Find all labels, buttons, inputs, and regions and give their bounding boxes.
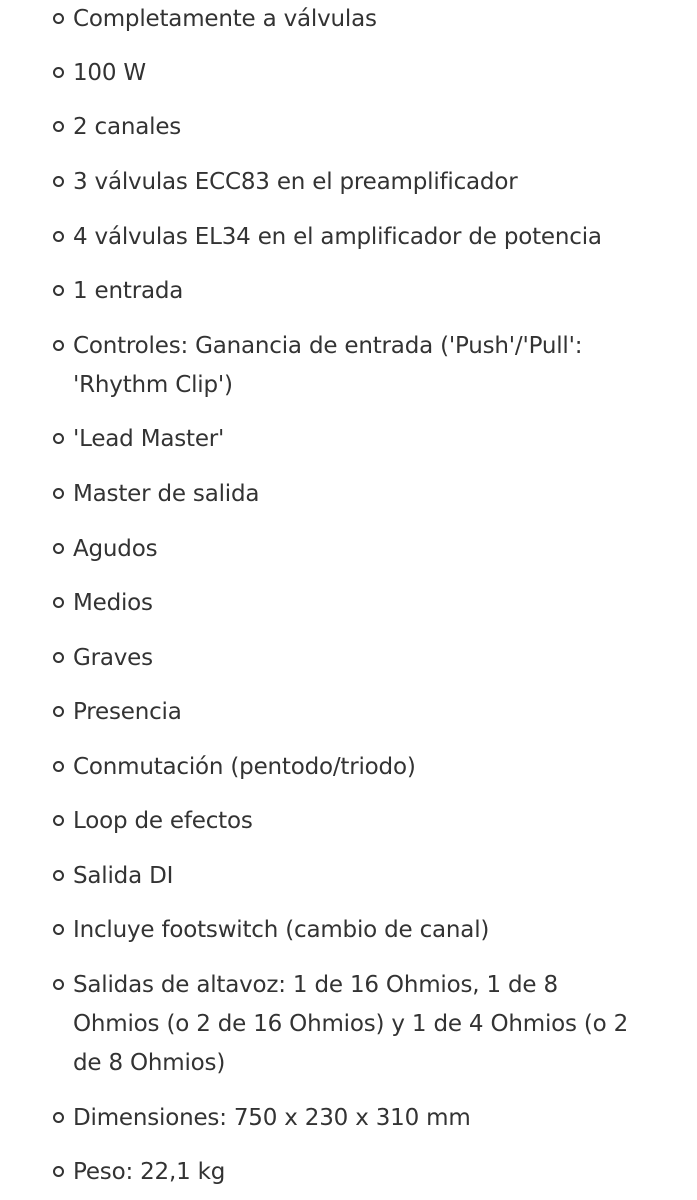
spec-item-text: Master de salida	[73, 481, 260, 507]
spec-item-text: Graves	[73, 645, 153, 671]
circle-bullet-icon	[53, 761, 64, 772]
spec-item-text: Salidas de altavoz: 1 de 16 Ohmios, 1 de 8 Ohmios (o 2 de 16 Ohmios) y 1 de 4 Ohmios (o 2 de 8 Ohmios)	[73, 972, 629, 1076]
spec-item-text: Conmutación (pentodo/triodo)	[73, 754, 416, 780]
circle-bullet-icon	[53, 870, 64, 881]
spec-item-text: Agudos	[73, 536, 158, 562]
circle-bullet-icon	[53, 1112, 64, 1123]
circle-bullet-icon	[53, 176, 64, 187]
spec-item-text: 2 canales	[73, 114, 182, 140]
circle-bullet-icon	[53, 231, 64, 242]
spec-item-text: Incluye footswitch (cambio de canal)	[73, 917, 490, 943]
circle-bullet-icon	[53, 285, 64, 296]
circle-bullet-icon	[53, 433, 64, 444]
spec-item-text: Peso: 22,1 kg	[73, 1159, 226, 1185]
circle-bullet-icon	[53, 652, 64, 663]
circle-bullet-icon	[53, 13, 64, 24]
spec-item-text: 4 válvulas EL34 en el amplificador de potencia	[73, 224, 602, 250]
spec-item-text: 'Lead Master'	[73, 426, 225, 452]
spec-item-text: 100 W	[73, 60, 146, 86]
circle-bullet-icon	[53, 1166, 64, 1177]
circle-bullet-icon	[53, 597, 64, 608]
spec-item-text: Salida DI	[73, 863, 174, 889]
spec-item-text: 1 entrada	[73, 278, 184, 304]
circle-bullet-icon	[53, 121, 64, 132]
spec-item-text: Controles: Ganancia de entrada ('Push'/'Pull': 'Rhythm Clip')	[73, 333, 583, 398]
circle-bullet-icon	[53, 815, 64, 826]
circle-bullet-icon	[53, 706, 64, 717]
spec-item-text: Presencia	[73, 699, 182, 725]
circle-bullet-icon	[53, 979, 64, 990]
circle-bullet-icon	[53, 340, 64, 351]
circle-bullet-icon	[53, 924, 64, 935]
spec-item-text: 3 válvulas ECC83 en el preamplificador	[73, 169, 518, 195]
spec-item-text: Completamente a válvulas	[73, 6, 377, 32]
spec-item-text: Dimensiones: 750 x 230 x 310 mm	[73, 1105, 471, 1131]
circle-bullet-icon	[53, 67, 64, 78]
spec-item-text: Medios	[73, 590, 153, 616]
circle-bullet-icon	[53, 488, 64, 499]
spec-item-text: Loop de efectos	[73, 808, 253, 834]
circle-bullet-icon	[53, 543, 64, 554]
